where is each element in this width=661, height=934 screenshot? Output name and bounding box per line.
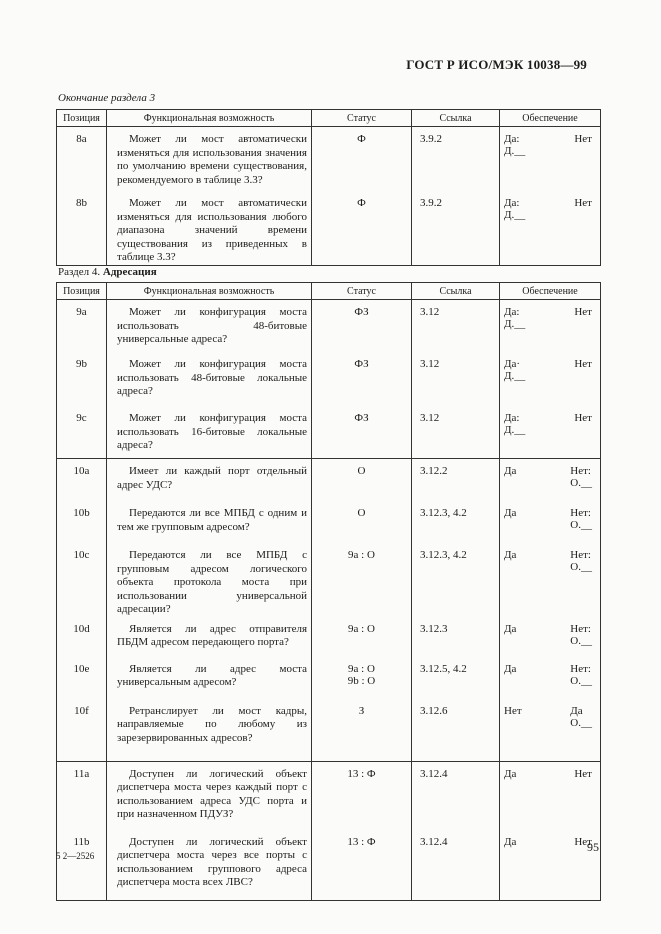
support-no-label: Нет: [570, 507, 591, 519]
reference-value: 3.12.2 [420, 465, 448, 477]
function-text: Доступен ли логический объект диспетчера моста через каждый порт с использованием адреса УДС порта и при назначенном ПДУЗ? [117, 767, 307, 820]
reference-value: 3.12 [420, 358, 440, 370]
position-value: 9b [76, 358, 87, 370]
reference-cell [412, 657, 500, 699]
reference-value: 3.12.3, 4.2 [420, 549, 467, 561]
support-yes: Да: [504, 197, 520, 209]
table-row [57, 459, 601, 502]
status-cell [312, 352, 412, 406]
support-cell [500, 830, 601, 901]
table-section-4 [56, 282, 601, 901]
position-value: 11a [73, 767, 90, 780]
position-cell [57, 300, 107, 353]
support-cell [500, 617, 601, 657]
col-header-function: Функциональная возможность [107, 283, 312, 300]
function-cell [107, 830, 312, 901]
status-cell [312, 127, 412, 192]
function-text: Может ли конфигурация моста использовать 48-битовые локальные адреса? [117, 358, 307, 397]
status-value: О [357, 465, 366, 477]
support-no [570, 507, 592, 531]
position-cell [57, 830, 107, 901]
reference-cell [412, 501, 500, 543]
support-no-label: Нет [574, 306, 592, 318]
support-cell [500, 406, 601, 459]
position-cell [57, 543, 107, 617]
function-cell [107, 191, 312, 265]
function-text: Является ли адрес отправителя ПБДМ адресом передающего порта? [117, 622, 307, 648]
support-no [574, 197, 592, 209]
status-value-2: 9b : О [347, 674, 376, 687]
position-value: 9c [76, 412, 87, 424]
support-cell [500, 543, 601, 617]
position-value: 10b [73, 507, 90, 519]
reference-value: 3.12 [420, 306, 440, 318]
reference-cell [412, 191, 500, 265]
support-no [570, 623, 592, 647]
support-no-detail: О.__ [570, 561, 592, 573]
support-no-label: Нет: [570, 622, 591, 635]
status-value: Ф [357, 197, 366, 209]
reference-cell [412, 543, 500, 617]
position-cell [57, 352, 107, 406]
position-value: 10e [73, 662, 90, 675]
reference-value: 3.12.5, 4.2 [420, 662, 467, 675]
col-header-function: Функциональная возможность [107, 110, 312, 127]
function-text: Может ли мост автоматически изменяться для использования любого диапазона значений времени существования из приведенных в таблице 3.3? [117, 197, 307, 263]
support-no [570, 663, 592, 687]
function-text: Передаются ли все МПБД с групповым адресом логического объекта протокола моста при использовании универсальной адресации? [117, 549, 307, 615]
position-cell [57, 657, 107, 699]
function-text: Может ли мост автоматически изменяться для использования значения по умолчанию времени существования, рекомендуемого в таблице 3.3? [117, 133, 307, 186]
col-header-position: Позиция [57, 283, 107, 300]
status-cell [312, 543, 412, 617]
reference-cell [412, 617, 500, 657]
document-header: ГОСТ Р ИСО/МЭК 10038—99 [406, 57, 587, 72]
support-no-detail: О.__ [570, 519, 592, 531]
function-text: Ретранслирует ли мост кадры, направляемые по любому из зарезервированных адресов? [117, 704, 307, 744]
reference-cell [412, 699, 500, 762]
function-text: Доступен ли логический объект диспетчера моста через все порты с использованием группового адреса диспетчера моста всех ЛВС? [117, 835, 307, 888]
function-cell [107, 501, 312, 543]
position-cell [57, 191, 107, 265]
support-yes: Да [504, 662, 517, 675]
support-cell [500, 459, 601, 502]
table-row [57, 127, 601, 192]
support-cell [500, 352, 601, 406]
col-header-reference: Ссылка [412, 283, 500, 300]
reference-cell [412, 761, 500, 830]
reference-cell [412, 300, 500, 353]
support-yes-detail: Д.__ [504, 209, 526, 221]
table-row [57, 543, 601, 617]
status-cell [312, 501, 412, 543]
support-yes: Да [504, 507, 517, 519]
support-yes: Да [504, 767, 517, 780]
support-yes: Нет [504, 704, 522, 717]
position-cell [57, 406, 107, 459]
reference-value: 3.9.2 [420, 197, 442, 209]
table-row [57, 501, 601, 543]
section3-caption: Окончание раздела 3 [58, 92, 156, 104]
status-value: 13 : Ф [347, 767, 376, 780]
support-no-label: Нет [574, 197, 592, 209]
support-no [574, 133, 592, 145]
support-cell [500, 127, 601, 192]
reference-value: 3.12.4 [420, 835, 448, 848]
support-no [574, 306, 592, 318]
support-no [570, 465, 592, 489]
reference-value: 3.12 [420, 412, 440, 424]
support-yes: Да: [504, 133, 520, 145]
reference-value: 3.12.6 [420, 704, 448, 717]
status-cell [312, 657, 412, 699]
function-cell [107, 459, 312, 502]
support-no [574, 412, 592, 424]
status-cell [312, 191, 412, 265]
function-text: Имеет ли каждый порт отдельный адрес УДС? [117, 465, 307, 491]
support-no-label: Нет [574, 767, 592, 780]
function-cell [107, 617, 312, 657]
table-row [57, 617, 601, 657]
status-cell [312, 830, 412, 901]
section4-title: Адресация [102, 266, 157, 278]
support-cell [500, 699, 601, 762]
position-cell [57, 617, 107, 657]
support-yes-detail: Д.__ [504, 145, 526, 157]
support-no-detail: О.__ [570, 634, 592, 647]
status-cell [312, 300, 412, 353]
support-cell [500, 191, 601, 265]
reference-value: 3.9.2 [420, 133, 442, 145]
support-no [570, 705, 592, 729]
section4-caption [58, 266, 157, 278]
position-cell [57, 501, 107, 543]
status-value: 9a : О [348, 549, 375, 561]
function-cell [107, 127, 312, 192]
support-no-label: Да [570, 704, 583, 717]
status-cell [312, 617, 412, 657]
support-no-label: Нет [574, 358, 592, 370]
reference-cell [412, 127, 500, 192]
function-cell [107, 761, 312, 830]
support-no-detail: О.__ [570, 674, 592, 687]
table-row [57, 352, 601, 406]
position-value: 9a [76, 306, 87, 318]
support-yes-detail: Д.__ [504, 424, 526, 436]
function-cell [107, 300, 312, 353]
col-header-position: Позиция [57, 110, 107, 127]
function-cell [107, 352, 312, 406]
reference-cell [412, 830, 500, 901]
support-no-label: Нет [574, 133, 592, 145]
function-cell [107, 406, 312, 459]
reference-value: 3.12.3, 4.2 [420, 507, 467, 519]
table-row [57, 406, 601, 459]
status-value: ФЗ [354, 358, 369, 370]
support-no [574, 768, 592, 780]
table-row [57, 699, 601, 762]
status-cell [312, 699, 412, 762]
position-value: 10a [73, 465, 90, 477]
position-value: 11b [73, 835, 90, 848]
function-text: Может ли конфигурация моста использовать 16-битовые локальные адреса? [117, 412, 307, 451]
support-no-detail: О.__ [570, 477, 592, 489]
status-value: 13 : Ф [347, 835, 376, 848]
support-no-label: Нет: [570, 549, 591, 561]
table-row [57, 830, 601, 901]
status-value: 9a : О [348, 622, 375, 635]
reference-cell [412, 459, 500, 502]
status-cell [312, 406, 412, 459]
position-cell [57, 699, 107, 762]
support-no [574, 358, 592, 370]
position-value: 10d [73, 622, 90, 635]
position-cell [57, 761, 107, 830]
support-yes: Да: [504, 306, 520, 318]
table-row [57, 761, 601, 830]
reference-cell [412, 406, 500, 459]
footer-code: 5 2—2526 [56, 851, 95, 861]
status-value: О [357, 507, 366, 519]
col-header-support: Обеспечение [500, 110, 601, 127]
table-row [57, 657, 601, 699]
reference-cell [412, 352, 500, 406]
support-yes: Да [504, 835, 517, 848]
table-section-3-end [56, 109, 601, 266]
status-value: ФЗ [354, 306, 369, 318]
support-yes-detail: Д.__ [504, 370, 526, 382]
support-no-label: Нет [574, 412, 592, 424]
support-yes: Да [504, 622, 517, 635]
col-header-support: Обеспечение [500, 283, 601, 300]
position-cell [57, 127, 107, 192]
function-cell [107, 657, 312, 699]
position-value: 8a [76, 133, 87, 145]
support-no-label: Нет: [570, 465, 591, 477]
function-text: Передаются ли все МПБД с одним и тем же групповым адресом? [117, 507, 307, 533]
function-text: Является ли адрес моста универсальным адресом? [117, 662, 307, 688]
support-cell [500, 761, 601, 830]
status-cell [312, 761, 412, 830]
status-value: Ф [357, 133, 366, 145]
col-header-status: Статус [312, 110, 412, 127]
reference-value: 3.12.4 [420, 767, 448, 780]
support-no [570, 549, 592, 573]
position-value: 10f [74, 704, 89, 717]
table-row [57, 300, 601, 353]
support-cell [500, 300, 601, 353]
function-text: Может ли конфигурация моста использовать 48-битовые универсальные адреса? [117, 306, 307, 345]
reference-value: 3.12.3 [420, 622, 448, 635]
support-no-detail: О.__ [570, 716, 592, 729]
section4-prefix: Раздел 4. [58, 266, 101, 278]
status-value: 9a : О [348, 662, 375, 675]
function-cell [107, 699, 312, 762]
support-yes: Да: [504, 412, 520, 424]
function-cell [107, 543, 312, 617]
support-yes-detail: Д.__ [504, 318, 526, 330]
support-cell [500, 501, 601, 543]
position-cell [57, 459, 107, 502]
position-value: 10c [73, 549, 90, 561]
status-value: ФЗ [354, 412, 369, 424]
support-no-label: Нет [574, 835, 592, 848]
support-cell [500, 657, 601, 699]
col-header-status: Статус [312, 283, 412, 300]
page-number: 95 [587, 840, 599, 854]
support-no-label: Нет: [570, 662, 591, 675]
support-yes: Да [504, 549, 517, 561]
table-row [57, 191, 601, 265]
status-cell [312, 459, 412, 502]
position-value: 8b [76, 197, 87, 209]
support-yes: Да· [504, 358, 521, 370]
support-yes: Да [504, 465, 517, 477]
status-value: З [358, 704, 365, 717]
col-header-reference: Ссылка [412, 110, 500, 127]
